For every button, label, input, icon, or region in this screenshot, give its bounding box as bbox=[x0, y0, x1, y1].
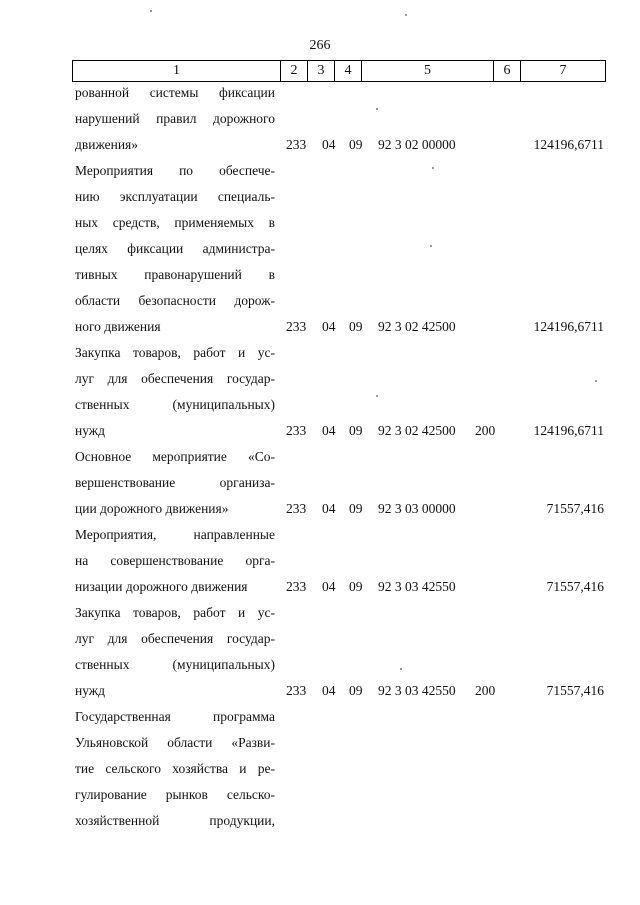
subsection-code: 09 bbox=[349, 137, 363, 152]
expense-type-code: 200 bbox=[475, 423, 496, 438]
row-description-line: гулирование рынков сельско- bbox=[75, 787, 275, 802]
amount-value: 124196,6711 bbox=[533, 319, 604, 334]
subsection-code: 09 bbox=[349, 579, 363, 594]
ministry-code: 233 bbox=[286, 501, 307, 516]
row-description-line: Ульяновской области «Разви- bbox=[75, 735, 275, 750]
row-description-line: нарушений правил дорожного bbox=[75, 111, 275, 126]
row-description-line: Основное мероприятие «Со- bbox=[75, 449, 275, 464]
row-description-line: хозяйственной продукции, bbox=[75, 813, 275, 828]
row-description-line: нию эксплуатации специаль- bbox=[75, 189, 275, 204]
scan-speck bbox=[595, 380, 597, 382]
row-description-line: луг для обеспечения государ- bbox=[75, 371, 275, 386]
subsection-code: 09 bbox=[349, 423, 363, 438]
column-header-6: 6 bbox=[494, 61, 521, 82]
column-header-table bbox=[72, 60, 606, 82]
expense-type-code: 200 bbox=[475, 683, 496, 698]
ministry-code: 233 bbox=[286, 579, 307, 594]
section-code: 04 bbox=[322, 137, 336, 152]
row-description-line: ных средств, применяемых в bbox=[75, 215, 275, 230]
row-description-line: ственных (муниципальных) bbox=[75, 397, 275, 412]
row-description-line: низации дорожного движения bbox=[75, 579, 248, 594]
row-description-line: целях фиксации администра- bbox=[75, 241, 275, 256]
column-header-7: 7 bbox=[521, 61, 606, 82]
row-description-line: тие сельского хозяйства и ре- bbox=[75, 761, 275, 776]
scan-speck bbox=[432, 167, 434, 169]
column-header-1: 1 bbox=[73, 61, 281, 82]
scan-speck bbox=[376, 395, 378, 397]
row-description-line: области безопасности дорож- bbox=[75, 293, 275, 308]
column-header-2: 2 bbox=[281, 61, 308, 82]
row-description-line: Мероприятия по обеспече- bbox=[75, 163, 275, 178]
target-article-code: 92 3 03 00000 bbox=[378, 501, 456, 516]
column-header-row bbox=[73, 61, 606, 82]
section-code: 04 bbox=[322, 683, 336, 698]
target-article-code: 92 3 03 42550 bbox=[378, 683, 456, 698]
subsection-code: 09 bbox=[349, 683, 363, 698]
section-code: 04 bbox=[322, 319, 336, 334]
row-description-line: ции дорожного движения» bbox=[75, 501, 229, 516]
amount-value: 71557,416 bbox=[546, 683, 604, 698]
amount-value: 124196,6711 bbox=[533, 423, 604, 438]
amount-value: 71557,416 bbox=[546, 501, 604, 516]
row-description-line: Государственная программа bbox=[75, 709, 275, 724]
section-code: 04 bbox=[322, 423, 336, 438]
target-article-code: 92 3 02 42500 bbox=[378, 423, 456, 438]
ministry-code: 233 bbox=[286, 683, 307, 698]
column-header-3: 3 bbox=[308, 61, 335, 82]
ministry-code: 233 bbox=[286, 319, 307, 334]
row-description-line: Мероприятия, направленные bbox=[75, 527, 275, 542]
scan-speck bbox=[400, 668, 402, 670]
page-number: 266 bbox=[309, 38, 331, 53]
row-description-line: ного движения bbox=[75, 319, 161, 334]
target-article-code: 92 3 02 00000 bbox=[378, 137, 456, 152]
section-code: 04 bbox=[322, 501, 336, 516]
ministry-code: 233 bbox=[286, 423, 307, 438]
subsection-code: 09 bbox=[349, 501, 363, 516]
amount-value: 124196,6711 bbox=[533, 137, 604, 152]
scan-speck bbox=[430, 245, 432, 247]
column-header-4: 4 bbox=[335, 61, 362, 82]
row-description-line: движения» bbox=[75, 137, 139, 152]
scan-speck bbox=[150, 10, 152, 12]
row-description-line: нужд bbox=[75, 683, 105, 698]
amount-value: 71557,416 bbox=[546, 579, 604, 594]
row-description-line: вершенствование организа- bbox=[75, 475, 275, 490]
column-header-5: 5 bbox=[362, 61, 494, 82]
row-description-line: ственных (муниципальных) bbox=[75, 657, 275, 672]
row-description-line: нужд bbox=[75, 423, 105, 438]
row-description-line: луг для обеспечения государ- bbox=[75, 631, 275, 646]
row-description-line: Закупка товаров, работ и ус- bbox=[75, 605, 275, 620]
target-article-code: 92 3 03 42550 bbox=[378, 579, 456, 594]
ministry-code: 233 bbox=[286, 137, 307, 152]
scan-speck bbox=[405, 14, 407, 16]
scan-speck bbox=[376, 108, 378, 110]
row-description-line: на совершенствование орга- bbox=[75, 553, 275, 568]
row-description-line: рованной системы фиксации bbox=[75, 85, 275, 100]
target-article-code: 92 3 02 42500 bbox=[378, 319, 456, 334]
row-description-line: тивных правонарушений в bbox=[75, 267, 275, 282]
section-code: 04 bbox=[322, 579, 336, 594]
row-description-line: Закупка товаров, работ и ус- bbox=[75, 345, 275, 360]
subsection-code: 09 bbox=[349, 319, 363, 334]
